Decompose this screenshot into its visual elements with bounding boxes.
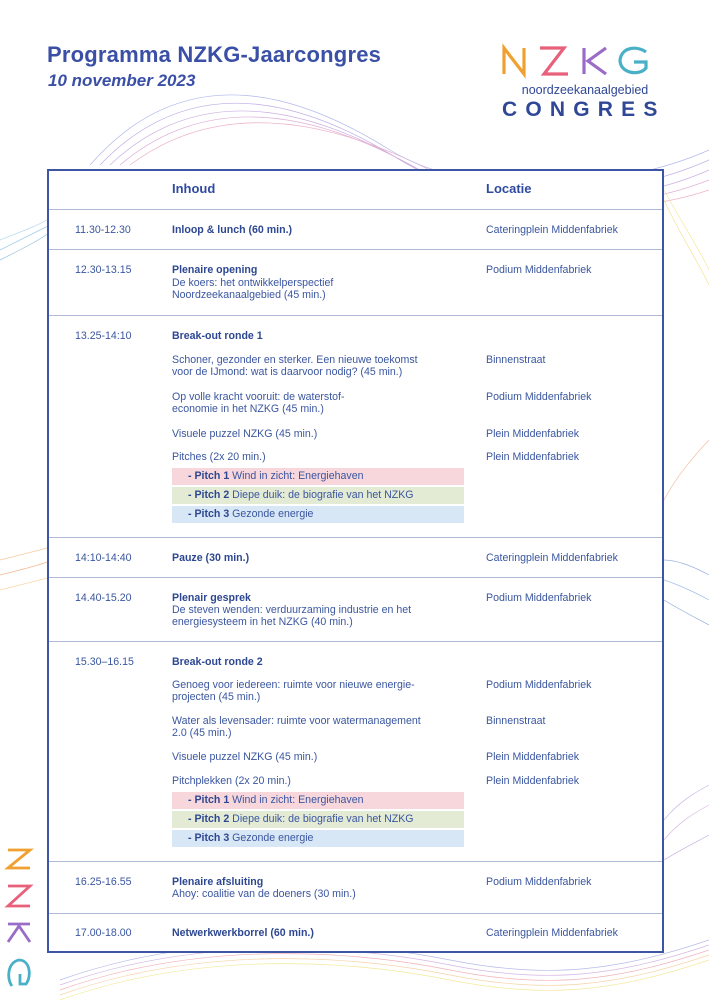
session-line: Genoeg voor iedereen: ruimte voor nieuwe energie- — [172, 679, 415, 691]
row-title: Plenaire afsluiting — [172, 876, 264, 888]
page-subtitle-date: 10 november 2023 — [48, 71, 196, 90]
pitch-3 — [172, 506, 464, 523]
table-row — [49, 578, 662, 642]
row-time: 15.30–16.15 — [75, 656, 134, 668]
pitch-label: - Pitch 2 — [188, 813, 230, 825]
row-time: 14.40-15.20 — [75, 592, 132, 604]
session-line: projecten (45 min.) — [172, 691, 261, 703]
row-description-line: Ahoy: coalitie van de doeners (30 min.) — [172, 888, 356, 900]
pitch-label: - Pitch 3 — [188, 832, 230, 844]
session-location: Binnenstraat — [486, 354, 546, 366]
row-time: 16.25-16.55 — [75, 876, 132, 888]
row-description-line: energiesysteem in het NZKG (40 min.) — [172, 616, 353, 628]
session-line: Pitchplekken (2x 20 min.) — [172, 775, 291, 787]
pitch-2 — [172, 811, 464, 828]
row-time: 12.30-13.15 — [75, 264, 132, 276]
row-description-line: De koers: het ontwikkelperspectief — [172, 277, 334, 289]
table-row-breakout-1 — [49, 316, 662, 538]
session-location: Podium Middenfabriek — [486, 391, 592, 403]
row-location: Cateringplein Middenfabriek — [486, 224, 618, 236]
row-title: Break-out ronde 1 — [172, 330, 263, 342]
session-location: Binnenstraat — [486, 715, 546, 727]
row-time: 11.30-12.30 — [75, 224, 131, 236]
logo-subtitle: noordzeekanaalgebied — [521, 83, 649, 97]
session-location: Plein Middenfabriek — [486, 428, 580, 440]
session-line: Op volle kracht vooruit: de waterstof- — [172, 391, 345, 403]
column-header-locatie: Locatie — [486, 181, 532, 196]
session-location: Podium Middenfabriek — [486, 679, 592, 691]
pitch-text: Gezonde energie — [232, 832, 314, 844]
logo-congres: CONGRES — [502, 98, 666, 121]
session-location: Plein Middenfabriek — [486, 775, 580, 787]
table-row — [49, 250, 662, 316]
row-title: Plenaire opening — [172, 264, 258, 276]
pitch-label: - Pitch 1 — [188, 470, 230, 482]
row-description-line: De steven wenden: verduurzaming industrie en het — [172, 604, 412, 616]
session-location: Plein Middenfabriek — [486, 751, 580, 763]
pitch-1 — [172, 792, 464, 809]
pitch-text: Diepe duik: de biografie van het NZKG — [232, 813, 414, 825]
pitch-label: - Pitch 1 — [188, 794, 230, 806]
pitch-label: - Pitch 3 — [188, 508, 230, 520]
pitch-text: Gezonde energie — [232, 508, 314, 520]
pitch-text: Wind in zicht: Energiehaven — [232, 794, 364, 806]
pitch-label: - Pitch 2 — [188, 489, 230, 501]
row-description-line: Noordzeekanaalgebied (45 min.) — [172, 289, 326, 301]
table-row — [49, 914, 662, 951]
pitch-1 — [172, 468, 464, 485]
session-line: 2.0 (45 min.) — [172, 727, 232, 739]
session-line: Water als levensader: ruimte voor watermanagement — [172, 715, 421, 727]
session-line: economie in het NZKG (45 min.) — [172, 403, 324, 415]
row-location: Podium Middenfabriek — [486, 876, 592, 888]
table-row-breakout-2 — [49, 642, 662, 862]
session-location: Plein Middenfabriek — [486, 451, 580, 463]
pitch-text: Diepe duik: de biografie van het NZKG — [232, 489, 414, 501]
row-location: Podium Middenfabriek — [486, 592, 592, 604]
row-location: Cateringplein Middenfabriek — [486, 927, 618, 939]
table-header-row — [49, 171, 662, 210]
table-row — [49, 210, 662, 250]
session-line: Visuele puzzel NZKG (45 min.) — [172, 751, 318, 763]
row-title: Netwerkwerkborrel (60 min.) — [172, 927, 314, 939]
pitch-2 — [172, 487, 464, 504]
row-title: Plenair gesprek — [172, 592, 251, 604]
row-time: 13.25-14:10 — [75, 330, 132, 342]
row-title: Inloop & lunch (60 min.) — [172, 224, 293, 236]
row-title: Pauze (30 min.) — [172, 552, 250, 564]
pitch-3 — [172, 830, 464, 847]
session-line: Schoner, gezonder en sterker. Een nieuwe toekomst — [172, 354, 418, 366]
row-time: 14:10-14:40 — [75, 552, 132, 564]
row-title: Break-out ronde 2 — [172, 656, 263, 668]
row-location: Podium Middenfabriek — [486, 264, 592, 276]
session-line: Visuele puzzel NZKG (45 min.) — [172, 428, 318, 440]
row-time: 17.00-18.00 — [75, 927, 132, 939]
page-title: Programma NZKG-Jaarcongres — [47, 42, 382, 67]
pitch-text: Wind in zicht: Energiehaven — [232, 470, 364, 482]
column-header-inhoud: Inhoud — [172, 181, 216, 196]
program-table — [47, 169, 664, 953]
table-row — [49, 538, 662, 578]
session-line: Pitches (2x 20 min.) — [172, 451, 266, 463]
table-row — [49, 862, 662, 914]
nzkg-vertical-logo — [4, 846, 34, 996]
row-location: Cateringplein Middenfabriek — [486, 552, 618, 564]
session-line: voor de IJmond: wat is daarvoor nodig? (45 min.) — [172, 366, 403, 378]
